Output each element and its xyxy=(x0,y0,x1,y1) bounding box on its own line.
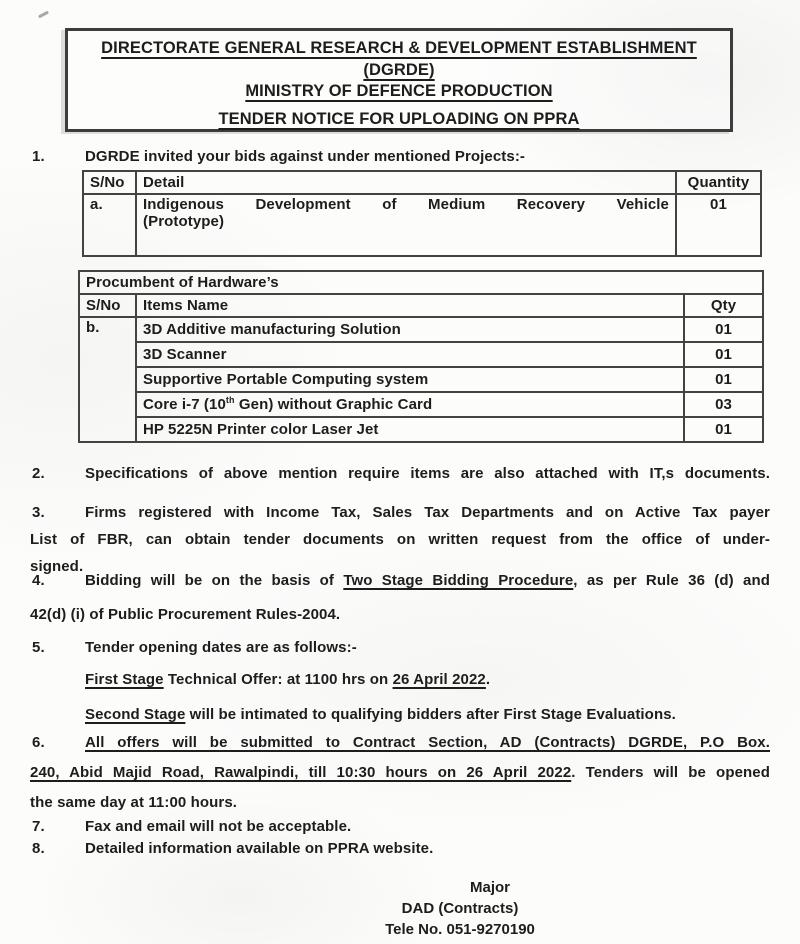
cell-item-name: 3D Additive manufacturing Solution xyxy=(136,317,684,342)
item-number: 1. xyxy=(32,148,45,165)
paragraph-4-line1: Bidding will be on the basis of Two Stage Bidding Procedure, as per Rule 36 (d) and xyxy=(85,572,770,589)
paragraph-5-text: Tender opening dates are as follows:- xyxy=(85,639,357,656)
hardware-table xyxy=(78,270,764,443)
hardware-table-row xyxy=(79,317,763,342)
hardware-table-header-row xyxy=(79,294,763,317)
cell-detail-line2: (Prototype) xyxy=(143,213,225,230)
paragraph-1 xyxy=(30,146,770,167)
cell-qty: 03 xyxy=(684,392,763,417)
document-header-box xyxy=(65,28,733,132)
item-number: 7. xyxy=(32,818,45,835)
projects-table-row xyxy=(83,194,761,256)
cell-qty: 01 xyxy=(684,367,763,392)
col-header-quantity: Quantity xyxy=(676,171,761,194)
col-header-qty: Qty xyxy=(684,294,763,317)
paragraph-2 xyxy=(30,463,770,484)
paragraph-8 xyxy=(30,838,770,859)
projects-table-header-row xyxy=(83,171,761,194)
cell-item-name: 3D Scanner xyxy=(136,342,684,367)
hardware-table-row xyxy=(79,342,763,367)
hardware-table-title: Procumbent of Hardware’s xyxy=(79,271,763,294)
cell-sno: a. xyxy=(83,194,136,256)
signatory-telephone: Tele No. 051-9270190 xyxy=(385,921,535,938)
cell-item-name: Supportive Portable Computing system xyxy=(136,367,684,392)
paragraph-3-line3: signed. xyxy=(30,558,84,575)
paragraph-6-line1: All offers will be submitted to Contract Section, AD (Contracts) DGRDE, P.O Box. xyxy=(85,734,770,751)
paragraph-6-line2: 240, Abid Majid Road, Rawalpindi, till 10:30 hours on 26 April 2022. Tenders will be opened xyxy=(30,764,770,781)
cell-qty: 01 xyxy=(684,417,763,442)
signatory-designation: DAD (Contracts) xyxy=(401,900,519,917)
cell-detail-line1: Indigenous Development of Medium Recovery Vehicle xyxy=(143,196,669,213)
paragraph-8-text: Detailed information available on PPRA website. xyxy=(85,840,434,857)
hardware-table-row xyxy=(79,417,763,442)
col-header-sno: S/No xyxy=(83,171,136,194)
paragraph-7-text: Fax and email will not be acceptable. xyxy=(85,818,352,835)
hardware-table-row xyxy=(79,367,763,392)
signature-block xyxy=(280,877,640,940)
paragraph-6 xyxy=(30,728,770,818)
paragraph-3-line1: Firms registered with Income Tax, Sales Tax Departments and on Active Tax payer xyxy=(85,504,770,521)
ministry-title: MINISTRY OF DEFENCE PRODUCTION xyxy=(245,82,553,100)
org-title: DIRECTORATE GENERAL RESEARCH & DEVELOPMENT ESTABLISHMENT xyxy=(101,39,697,57)
item-number: 5. xyxy=(32,639,45,656)
cell-item-name: HP 5225N Printer color Laser Jet xyxy=(136,417,684,442)
projects-table xyxy=(82,170,762,257)
col-header-sno: S/No xyxy=(79,294,136,317)
paragraph-6-line3: the same day at 11:00 hours. xyxy=(30,794,238,811)
item-number: 8. xyxy=(32,840,45,857)
cell-item-name: Core i-7 (10th Gen) without Graphic Card xyxy=(136,392,684,417)
col-header-items-name: Items Name xyxy=(136,294,684,317)
cell-qty: 01 xyxy=(684,317,763,342)
col-header-detail: Detail xyxy=(136,171,676,194)
paragraph-5-first-stage: First Stage Technical Offer: at 1100 hrs on 26 April 2022. xyxy=(85,671,491,688)
hardware-table-row xyxy=(79,392,763,417)
scan-artifact-mark xyxy=(38,11,49,19)
item-number: 3. xyxy=(32,504,45,521)
item-number: 4. xyxy=(32,572,45,589)
paragraph-3-line2: List of FBR, can obtain tender documents on written request from the office of under- xyxy=(30,531,770,548)
item-number: 6. xyxy=(32,734,45,751)
paragraph-5 xyxy=(30,637,770,658)
cell-detail xyxy=(136,194,676,256)
cell-qty: 01 xyxy=(684,342,763,367)
paragraph-5-second-stage: Second Stage will be intimated to qualifying bidders after First Stage Evaluations. xyxy=(85,706,676,723)
paragraph-4 xyxy=(30,564,770,632)
paragraph-4-line2: 42(d) (i) of Public Procurement Rules-2004. xyxy=(30,606,341,623)
hardware-table-title-row xyxy=(79,271,763,294)
signatory-rank: Major xyxy=(469,879,510,896)
cell-sno: b. xyxy=(79,317,136,442)
notice-title: TENDER NOTICE FOR UPLOADING ON PPRA xyxy=(218,109,580,128)
cell-quantity: 01 xyxy=(676,194,761,256)
item-number: 2. xyxy=(32,465,45,482)
paragraph-7 xyxy=(30,816,770,837)
org-abbreviation: (DGRDE) xyxy=(363,60,435,79)
paragraph-1-text: DGRDE invited your bids against under mentioned Projects:- xyxy=(85,148,526,165)
paragraph-2-text: Specifications of above mention require items are also attached with IT,s documents. xyxy=(85,465,770,482)
